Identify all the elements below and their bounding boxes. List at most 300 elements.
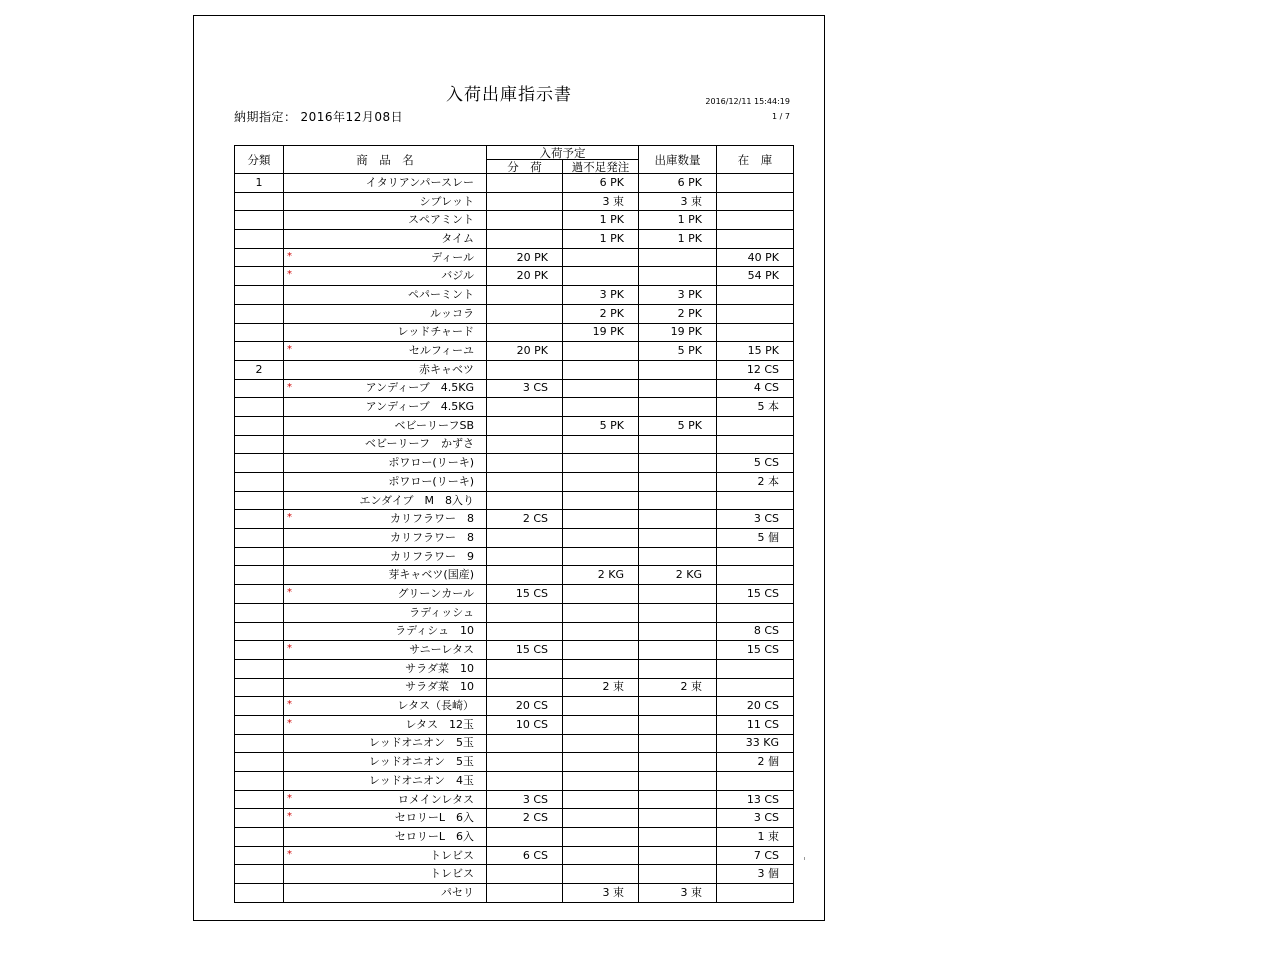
header-incoming-plan: 入荷予定 xyxy=(487,146,639,160)
row-stock: 2 本 xyxy=(717,473,794,492)
row-stock xyxy=(717,323,794,342)
row-over-short-order xyxy=(563,585,639,604)
table-row xyxy=(235,510,794,529)
table-row xyxy=(235,547,794,566)
row-product-cell xyxy=(284,659,487,678)
row-product-cell xyxy=(284,715,487,734)
row-bunka xyxy=(487,286,563,305)
row-stock: 8 CS xyxy=(717,622,794,641)
row-category xyxy=(235,715,284,734)
row-stock xyxy=(717,884,794,903)
header-over-short-order: 過不足発注 xyxy=(563,160,639,174)
row-bunka xyxy=(487,192,563,211)
row-over-short-order xyxy=(563,659,639,678)
row-product-cell xyxy=(284,809,487,828)
row-stock xyxy=(717,416,794,435)
row-category xyxy=(235,416,284,435)
table-row xyxy=(235,715,794,734)
row-product-name: カリフラワー 9 xyxy=(390,549,474,563)
header-product-name: 商 品 名 xyxy=(284,146,487,174)
print-timestamp: 2016/12/11 15:44:19 xyxy=(705,97,790,106)
row-over-short-order xyxy=(563,846,639,865)
row-over-short-order: 1 PK xyxy=(563,211,639,230)
row-product-cell xyxy=(284,304,487,323)
row-over-short-order: 2 PK xyxy=(563,304,639,323)
row-stock xyxy=(717,435,794,454)
row-bunka: 20 CS xyxy=(487,697,563,716)
row-bunka xyxy=(487,529,563,548)
row-product-name: ラディシュ 10 xyxy=(395,624,474,638)
row-over-short-order xyxy=(563,547,639,566)
table-row xyxy=(235,809,794,828)
row-shipment-qty xyxy=(639,790,717,809)
table-row xyxy=(235,865,794,884)
row-stock: 33 KG xyxy=(717,734,794,753)
row-shipment-qty xyxy=(639,846,717,865)
row-category: 1 xyxy=(235,174,284,193)
table-row xyxy=(235,379,794,398)
row-shipment-qty xyxy=(639,398,717,417)
row-shipment-qty xyxy=(639,715,717,734)
row-over-short-order xyxy=(563,248,639,267)
row-bunka xyxy=(487,753,563,772)
table-row xyxy=(235,435,794,454)
row-product-name: サラダ菜 10 xyxy=(405,661,474,675)
row-bunka: 6 CS xyxy=(487,846,563,865)
row-shipment-qty xyxy=(639,772,717,791)
row-over-short-order xyxy=(563,715,639,734)
row-shipment-qty xyxy=(639,547,717,566)
table-row xyxy=(235,491,794,510)
row-category xyxy=(235,230,284,249)
row-shipment-qty xyxy=(639,585,717,604)
row-product-name: レッドオニオン 4玉 xyxy=(368,773,474,787)
table-row xyxy=(235,174,794,193)
row-category xyxy=(235,865,284,884)
row-bunka xyxy=(487,491,563,510)
row-product-name: レッドオニオン 5玉 xyxy=(368,755,474,769)
row-product-name: カリフラワー 8 xyxy=(390,512,474,526)
row-over-short-order: 3 PK xyxy=(563,286,639,305)
table-row xyxy=(235,211,794,230)
row-over-short-order xyxy=(563,753,639,772)
row-over-short-order: 1 PK xyxy=(563,230,639,249)
row-stock: 40 PK xyxy=(717,248,794,267)
row-shipment-qty xyxy=(639,734,717,753)
row-bunka: 3 CS xyxy=(487,790,563,809)
row-bunka: 15 CS xyxy=(487,641,563,660)
row-stock: 3 個 xyxy=(717,865,794,884)
table-row xyxy=(235,641,794,660)
row-product-cell xyxy=(284,230,487,249)
row-shipment-qty xyxy=(639,753,717,772)
table-row xyxy=(235,323,794,342)
row-stock xyxy=(717,659,794,678)
row-category xyxy=(235,641,284,660)
row-category xyxy=(235,304,284,323)
table-row xyxy=(235,416,794,435)
row-flag-mark: * xyxy=(287,269,292,281)
row-category xyxy=(235,772,284,791)
row-shipment-qty xyxy=(639,622,717,641)
row-shipment-qty: 2 束 xyxy=(639,678,717,697)
row-product-cell xyxy=(284,603,487,622)
table-row xyxy=(235,304,794,323)
row-stock: 15 CS xyxy=(717,641,794,660)
row-category xyxy=(235,547,284,566)
row-over-short-order xyxy=(563,267,639,286)
row-bunka xyxy=(487,174,563,193)
table-row xyxy=(235,697,794,716)
table-row xyxy=(235,828,794,847)
row-over-short-order xyxy=(563,435,639,454)
header-stock: 在 庫 xyxy=(717,146,794,174)
row-product-name: セロリーL 6入 xyxy=(394,829,474,843)
row-bunka: 20 PK xyxy=(487,248,563,267)
row-stock xyxy=(717,603,794,622)
row-stock: 7 CS xyxy=(717,846,794,865)
table-row xyxy=(235,734,794,753)
row-bunka xyxy=(487,734,563,753)
row-product-name: ポワロー(リーキ) xyxy=(388,474,474,488)
row-category xyxy=(235,734,284,753)
row-stock xyxy=(717,192,794,211)
row-shipment-qty xyxy=(639,828,717,847)
row-shipment-qty xyxy=(639,697,717,716)
row-stock: 11 CS xyxy=(717,715,794,734)
row-product-name: イタリアンパースレー xyxy=(365,175,474,189)
row-product-name: 芽キャベツ(国産) xyxy=(388,568,474,582)
row-category xyxy=(235,846,284,865)
row-stock: 5 CS xyxy=(717,454,794,473)
document-page xyxy=(193,15,825,921)
row-product-name: ベビーリーフ かずさ xyxy=(364,437,474,451)
row-over-short-order xyxy=(563,342,639,361)
row-category xyxy=(235,491,284,510)
row-category xyxy=(235,697,284,716)
row-category xyxy=(235,248,284,267)
row-product-cell xyxy=(284,323,487,342)
row-product-name: サニーレタス xyxy=(409,643,474,657)
row-category xyxy=(235,286,284,305)
row-product-cell xyxy=(284,753,487,772)
row-over-short-order: 3 束 xyxy=(563,192,639,211)
row-bunka xyxy=(487,323,563,342)
row-product-name: ディール xyxy=(431,250,474,264)
table-row xyxy=(235,360,794,379)
row-stock: 54 PK xyxy=(717,267,794,286)
row-category xyxy=(235,622,284,641)
row-stock xyxy=(717,211,794,230)
row-shipment-qty: 2 KG xyxy=(639,566,717,585)
row-product-cell xyxy=(284,865,487,884)
table-row xyxy=(235,529,794,548)
row-product-cell xyxy=(284,286,487,305)
row-product-name: 赤キャベツ xyxy=(419,362,474,376)
row-stock xyxy=(717,230,794,249)
table-row xyxy=(235,454,794,473)
row-category xyxy=(235,828,284,847)
table-row xyxy=(235,192,794,211)
header-category: 分類 xyxy=(235,146,284,174)
row-flag-mark: * xyxy=(287,344,292,356)
row-shipment-qty xyxy=(639,641,717,660)
row-bunka xyxy=(487,473,563,492)
row-product-cell xyxy=(284,846,487,865)
table-row xyxy=(235,267,794,286)
row-category xyxy=(235,603,284,622)
row-product-cell xyxy=(284,491,487,510)
row-category xyxy=(235,753,284,772)
row-category xyxy=(235,585,284,604)
row-category xyxy=(235,790,284,809)
row-product-cell xyxy=(284,360,487,379)
table-row xyxy=(235,753,794,772)
row-category xyxy=(235,566,284,585)
row-product-name: ラディッシュ xyxy=(409,605,474,619)
table-row xyxy=(235,772,794,791)
row-over-short-order xyxy=(563,865,639,884)
row-product-cell xyxy=(284,641,487,660)
row-product-cell xyxy=(284,790,487,809)
row-product-name: カリフラワー 8 xyxy=(390,530,474,544)
row-stock: 5 本 xyxy=(717,398,794,417)
row-product-name: パセリ xyxy=(441,885,474,899)
row-over-short-order xyxy=(563,734,639,753)
row-over-short-order: 6 PK xyxy=(563,174,639,193)
row-product-cell xyxy=(284,828,487,847)
instruction-table xyxy=(234,145,794,903)
row-stock: 3 CS xyxy=(717,510,794,529)
page-number: 1 / 7 xyxy=(772,112,790,121)
row-shipment-qty: 2 PK xyxy=(639,304,717,323)
row-category xyxy=(235,435,284,454)
row-category xyxy=(235,473,284,492)
row-bunka: 2 CS xyxy=(487,510,563,529)
row-flag-mark: * xyxy=(287,250,292,262)
delivery-date-label: 納期指定： xyxy=(234,110,297,124)
row-bunka xyxy=(487,772,563,791)
row-product-cell xyxy=(284,398,487,417)
row-product-cell xyxy=(284,734,487,753)
row-flag-mark: * xyxy=(287,811,292,823)
row-product-cell xyxy=(284,884,487,903)
row-category xyxy=(235,510,284,529)
row-flag-mark: * xyxy=(287,848,292,860)
row-product-cell xyxy=(284,697,487,716)
row-stock: 4 CS xyxy=(717,379,794,398)
row-product-name: バジル xyxy=(441,269,474,283)
row-over-short-order xyxy=(563,641,639,660)
row-bunka: 2 CS xyxy=(487,809,563,828)
row-shipment-qty: 3 束 xyxy=(639,884,717,903)
row-over-short-order xyxy=(563,697,639,716)
row-flag-mark: * xyxy=(287,643,292,655)
table-row xyxy=(235,603,794,622)
row-category: 2 xyxy=(235,360,284,379)
table-row xyxy=(235,846,794,865)
row-over-short-order: 19 PK xyxy=(563,323,639,342)
row-over-short-order: 3 束 xyxy=(563,884,639,903)
row-bunka xyxy=(487,659,563,678)
table-row xyxy=(235,248,794,267)
row-flag-mark: * xyxy=(287,792,292,804)
table-row xyxy=(235,678,794,697)
row-product-name: レタス（長崎） xyxy=(397,699,474,713)
row-product-cell xyxy=(284,192,487,211)
row-over-short-order xyxy=(563,603,639,622)
row-product-cell xyxy=(284,566,487,585)
header-shipment-qty: 出庫数量 xyxy=(639,146,717,174)
row-bunka: 15 CS xyxy=(487,585,563,604)
row-shipment-qty: 3 PK xyxy=(639,286,717,305)
row-stock: 5 個 xyxy=(717,529,794,548)
table-row xyxy=(235,622,794,641)
row-shipment-qty xyxy=(639,267,717,286)
header-bunka: 分 荷 xyxy=(487,160,563,174)
row-bunka xyxy=(487,622,563,641)
table-row xyxy=(235,286,794,305)
row-shipment-qty: 5 PK xyxy=(639,416,717,435)
row-category xyxy=(235,529,284,548)
row-product-name: タイム xyxy=(441,231,474,245)
row-over-short-order: 5 PK xyxy=(563,416,639,435)
table-row xyxy=(235,566,794,585)
row-stock xyxy=(717,174,794,193)
row-stock xyxy=(717,566,794,585)
row-product-cell xyxy=(284,416,487,435)
row-product-cell xyxy=(284,267,487,286)
row-bunka xyxy=(487,435,563,454)
row-category xyxy=(235,211,284,230)
row-product-name: ベビーリーフSB xyxy=(394,418,474,432)
row-product-name: グリーンカール xyxy=(397,586,474,600)
row-product-name: セロリーL 6入 xyxy=(394,811,474,825)
row-over-short-order: 2 KG xyxy=(563,566,639,585)
row-shipment-qty xyxy=(639,529,717,548)
row-shipment-qty xyxy=(639,379,717,398)
row-stock: 3 CS xyxy=(717,809,794,828)
row-product-cell xyxy=(284,678,487,697)
row-bunka: 3 CS xyxy=(487,379,563,398)
row-product-cell xyxy=(284,622,487,641)
row-flag-mark: * xyxy=(287,699,292,711)
row-over-short-order: 2 束 xyxy=(563,678,639,697)
row-bunka xyxy=(487,398,563,417)
row-shipment-qty xyxy=(639,659,717,678)
row-product-cell xyxy=(284,772,487,791)
row-over-short-order xyxy=(563,473,639,492)
row-stock: 12 CS xyxy=(717,360,794,379)
table-row xyxy=(235,585,794,604)
row-product-cell xyxy=(284,454,487,473)
row-over-short-order xyxy=(563,360,639,379)
row-category xyxy=(235,398,284,417)
row-category xyxy=(235,267,284,286)
row-product-cell xyxy=(284,211,487,230)
table-row xyxy=(235,790,794,809)
row-stock xyxy=(717,286,794,305)
row-bunka xyxy=(487,547,563,566)
row-stock: 20 CS xyxy=(717,697,794,716)
row-product-name: エンダイブ M 8入り xyxy=(359,493,474,507)
row-shipment-qty xyxy=(639,809,717,828)
row-shipment-qty xyxy=(639,360,717,379)
row-stock xyxy=(717,547,794,566)
row-product-cell xyxy=(284,174,487,193)
row-product-name: ペパーミント xyxy=(408,287,474,301)
table-row xyxy=(235,342,794,361)
row-shipment-qty xyxy=(639,454,717,473)
row-bunka xyxy=(487,828,563,847)
table-row xyxy=(235,398,794,417)
row-over-short-order xyxy=(563,491,639,510)
row-over-short-order xyxy=(563,790,639,809)
row-over-short-order xyxy=(563,809,639,828)
row-shipment-qty xyxy=(639,865,717,884)
row-category xyxy=(235,379,284,398)
row-over-short-order xyxy=(563,510,639,529)
row-product-name: レッドチャード xyxy=(397,325,474,339)
scan-artifact xyxy=(804,857,805,860)
row-bunka xyxy=(487,865,563,884)
row-product-cell xyxy=(284,342,487,361)
row-product-cell xyxy=(284,547,487,566)
row-shipment-qty xyxy=(639,510,717,529)
table-row xyxy=(235,230,794,249)
row-product-cell xyxy=(284,379,487,398)
row-flag-mark: * xyxy=(287,512,292,524)
row-flag-mark: * xyxy=(287,717,292,729)
row-shipment-qty: 19 PK xyxy=(639,323,717,342)
row-bunka xyxy=(487,566,563,585)
row-shipment-qty: 1 PK xyxy=(639,230,717,249)
table-body xyxy=(235,174,794,903)
row-bunka xyxy=(487,678,563,697)
row-over-short-order xyxy=(563,529,639,548)
row-over-short-order xyxy=(563,772,639,791)
row-shipment-qty: 5 PK xyxy=(639,342,717,361)
row-stock: 15 CS xyxy=(717,585,794,604)
row-product-cell xyxy=(284,435,487,454)
row-stock xyxy=(717,678,794,697)
row-category xyxy=(235,342,284,361)
row-flag-mark: * xyxy=(287,587,292,599)
row-over-short-order xyxy=(563,454,639,473)
row-product-name: アンディーブ 4.5KG xyxy=(365,400,474,414)
row-shipment-qty xyxy=(639,248,717,267)
row-over-short-order xyxy=(563,398,639,417)
row-category xyxy=(235,659,284,678)
row-product-name: レタス 12玉 xyxy=(405,717,474,731)
row-product-name: シブレット xyxy=(419,194,474,208)
row-product-name: ロメインレタス xyxy=(397,792,474,806)
row-product-cell xyxy=(284,529,487,548)
row-bunka xyxy=(487,230,563,249)
row-bunka xyxy=(487,360,563,379)
row-shipment-qty: 6 PK xyxy=(639,174,717,193)
row-shipment-qty: 1 PK xyxy=(639,211,717,230)
row-bunka xyxy=(487,416,563,435)
table-row xyxy=(235,473,794,492)
row-stock xyxy=(717,491,794,510)
row-flag-mark: * xyxy=(287,381,292,393)
row-category xyxy=(235,192,284,211)
row-product-cell xyxy=(284,473,487,492)
row-bunka xyxy=(487,603,563,622)
row-over-short-order xyxy=(563,379,639,398)
row-product-cell xyxy=(284,585,487,604)
